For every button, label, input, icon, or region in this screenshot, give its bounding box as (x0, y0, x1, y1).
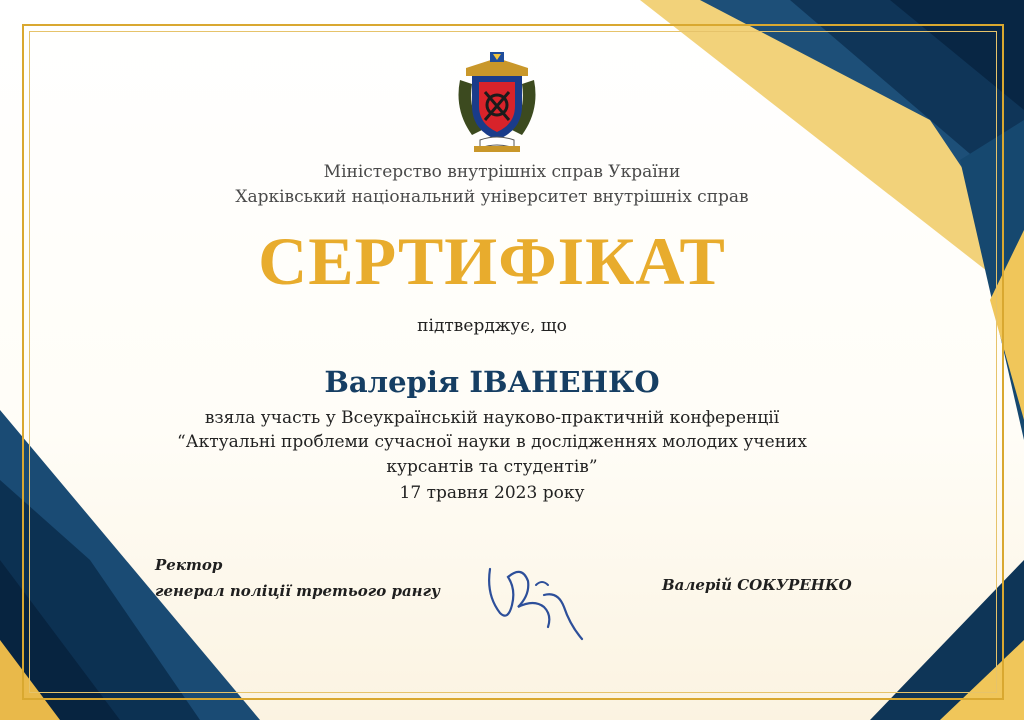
ministry-name: Міністерство внутрішніх справ України (323, 162, 681, 182)
handwritten-signature (478, 555, 598, 645)
participation-text: взяла участь у Всеукраїнській науково-практичній конференції (204, 408, 780, 428)
conference-title-line-2: курсантів та студентів” (386, 457, 598, 477)
signer-position: Ректор (155, 556, 223, 574)
university-name: Харківський національний університет внутрішніх справ (235, 187, 749, 207)
conference-title-line-1: “Актуальні проблеми сучасної науки в дослідженнях молодих учених (177, 432, 807, 452)
conference-date: 17 травня 2023 року (399, 483, 585, 503)
signer-rank: генерал поліції третього рангу (155, 582, 441, 600)
recipient-name: Валерія ІВАНЕНКО (324, 365, 660, 399)
university-crest-icon (452, 50, 542, 156)
signer-name: Валерій СОКУРЕНКО (662, 576, 852, 594)
certificate-title: СЕРТИФІКАТ (258, 223, 726, 299)
confirms-text: підтверджує, що (417, 316, 567, 336)
